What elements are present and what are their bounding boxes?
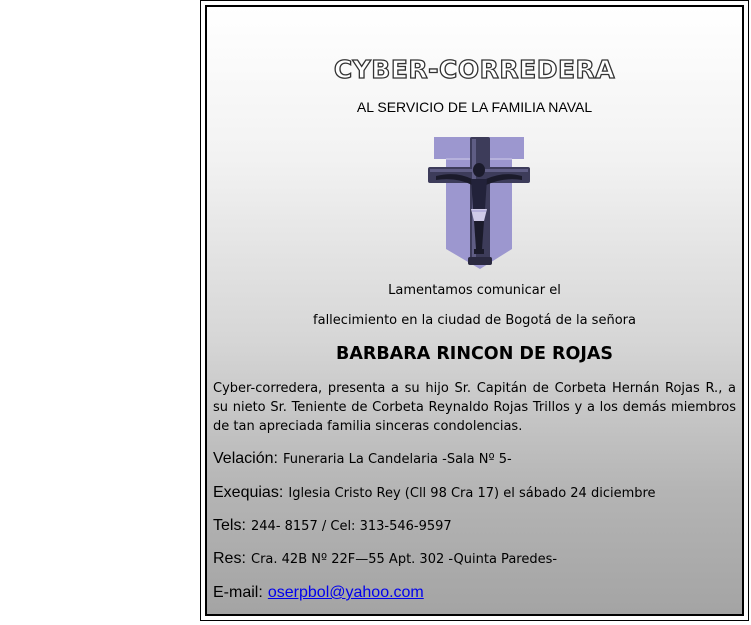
res-row — [213, 548, 738, 568]
deceased-name: BARBARA RINCON DE ROJAS — [335, 344, 614, 364]
tels-label: Tels: — [213, 517, 246, 534]
tels-row — [213, 515, 738, 535]
email-link[interactable]: oserpbol@yahoo.com — [267, 584, 424, 601]
exequias-row — [213, 482, 738, 502]
tels-value: 244- 8157 / Cel: 313-546-9597 — [251, 519, 452, 534]
notice-title: CYBER-CORREDERA — [333, 55, 616, 84]
exequias-value: Iglesia Cristo Rey (Cll 98 Cra 17) el sábado 24 diciembre — [288, 486, 656, 501]
velacion-row — [213, 448, 738, 468]
res-value: Cra. 42B Nº 22F—55 Apt. 302 -Quinta Paredes- — [251, 552, 558, 567]
email-label: E-mail: — [213, 584, 263, 601]
exequias-label: Exequias: — [213, 484, 284, 501]
crucifix-icon — [426, 131, 532, 269]
velacion-value: Funeraria La Candelaria -Sala Nº 5- — [283, 452, 512, 467]
lament-line: Lamentamos comunicar el — [388, 283, 561, 298]
condolences-paragraph: Cyber-corredera, presenta a su hijo Sr. Capitán de Corbeta Hernán Rojas R., a su nieto Sr. Teniente de Corbeta Reynaldo Rojas Trillos y a los demás miembros de tan apreciada familia sinceras condolencias. — [213, 381, 736, 434]
death-announcement-line: fallecimiento en la ciudad de Bogotá de la señora — [313, 313, 636, 328]
email-row — [213, 582, 738, 602]
obituary-card — [205, 5, 744, 616]
notice-subtitle: AL SERVICIO DE LA FAMILIA NAVAL — [356, 99, 593, 115]
notice-frame — [200, 0, 749, 621]
res-label: Res: — [213, 550, 246, 567]
velacion-label: Velación: — [213, 450, 278, 467]
